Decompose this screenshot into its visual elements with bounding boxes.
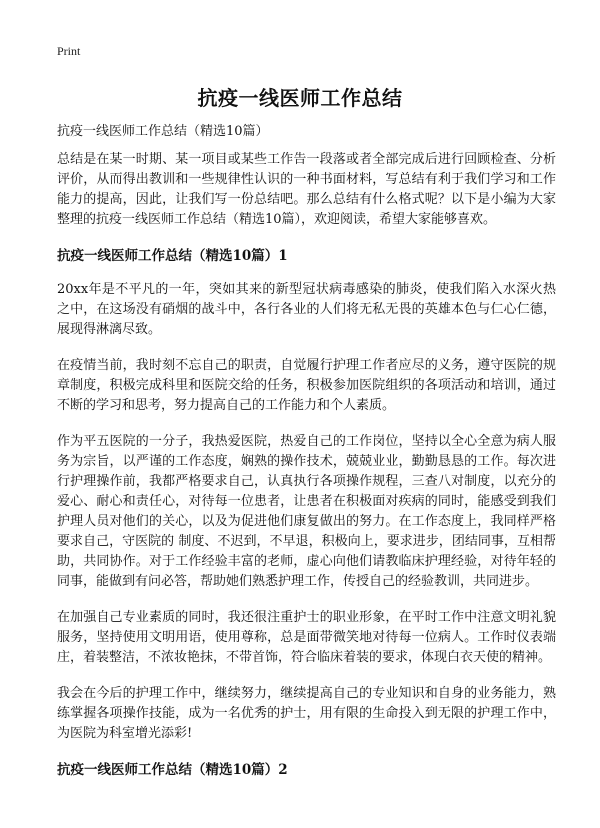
page-subtitle: 抗疫一线医师工作总结（精选10篇） (57, 124, 269, 139)
section1-paragraph-2: 在疫情当前，我时刻不忘自己的职责，自觉履行护理工作者应尽的义务，遵守医院的规章制度，积极完成科里和医院交给的任务，积极参加医院组织的各项活动和培训，通过不断的学习和思考，努力提高自己的工作能力和个人素质。 (57, 358, 556, 413)
print-link[interactable]: Print (57, 44, 81, 58)
section1-paragraph-5: 我会在今后的护理工作中，继续努力，继续提高自己的专业知识和自身的业务能力，熟练掌握各项操作技能，成为一名优秀的护士，用有限的生命投入到无限的护理工作中，为医院为科室增光添彩! (57, 686, 556, 741)
section-heading-1: 抗疫一线医师工作总结（精选10篇）1 (57, 248, 288, 264)
intro-paragraph: 总结是在某一时期、某一项目或某些工作告一段落或者全部完成后进行回顾检查、分析评价，从而得出教训和一些规律性认识的一种书面材料，写总结有利于我们学习和工作能力的提高，因此，让我们写一份总结吧。那么总结有什么格式呢？以下是小编为大家整理的抗疫一线医师工作总结（精选10篇），欢迎阅读，希望大家能够喜欢。 (57, 152, 556, 227)
section1-paragraph-4: 在加强自己专业素质的同时，我还很注重护士的职业形象，在平时工作中注意文明礼貌服务，坚持使用文明用语，使用尊称，总是面带微笑地对待每一位病人。工作时仪表端庄，着装整洁，不浓妆艳抹，不带首饰，符合临床着装的要求，体现白衣天使的精神。 (57, 610, 556, 665)
page-title: 抗疫一线医师工作总结 (197, 86, 403, 110)
section-heading-2: 抗疫一线医师工作总结（精选10篇）2 (57, 762, 288, 778)
section1-paragraph-3: 作为平五医院的一分子，我热爱医院，热爱自己的工作岗位，坚持以全心全意为病人服务为宗旨，以严谨的工作态度，娴熟的操作技术，兢兢业业，勤勤恳恳的工作。每次进行护理操作前，我都严格要求自己，认真执行各项操作规程，三查八对制度，以充分的爱心、耐心和责任心，对待每一位患者，让患者在积极面对疾病的同时，能感受到我们护理人员对他们的关心，以及为促进他们康复做出的努力。在工作态度上，我同样严格要求自己，守医院的 制度、不迟到，不早退，积极向上，要求进步，团结同事，互相帮助，共同协作。对于工作经验丰富的老师，虚心向他们请教临床护理经验，对待年轻的同事，能做到有问必答，帮助她们熟悉护理工作，传授自己的经验教训，共同进步。 (57, 434, 556, 589)
section1-paragraph-1: 20xx年是不平凡的一年，突如其来的新型冠状病毒感染的肺炎，使我们陷入水深火热之中，在这场没有硝烟的战斗中，各行各业的人们将无私无畏的英雄本色与仁心仁德，展现得淋漓尽致。 (57, 282, 556, 337)
article-content (57, 150, 556, 794)
